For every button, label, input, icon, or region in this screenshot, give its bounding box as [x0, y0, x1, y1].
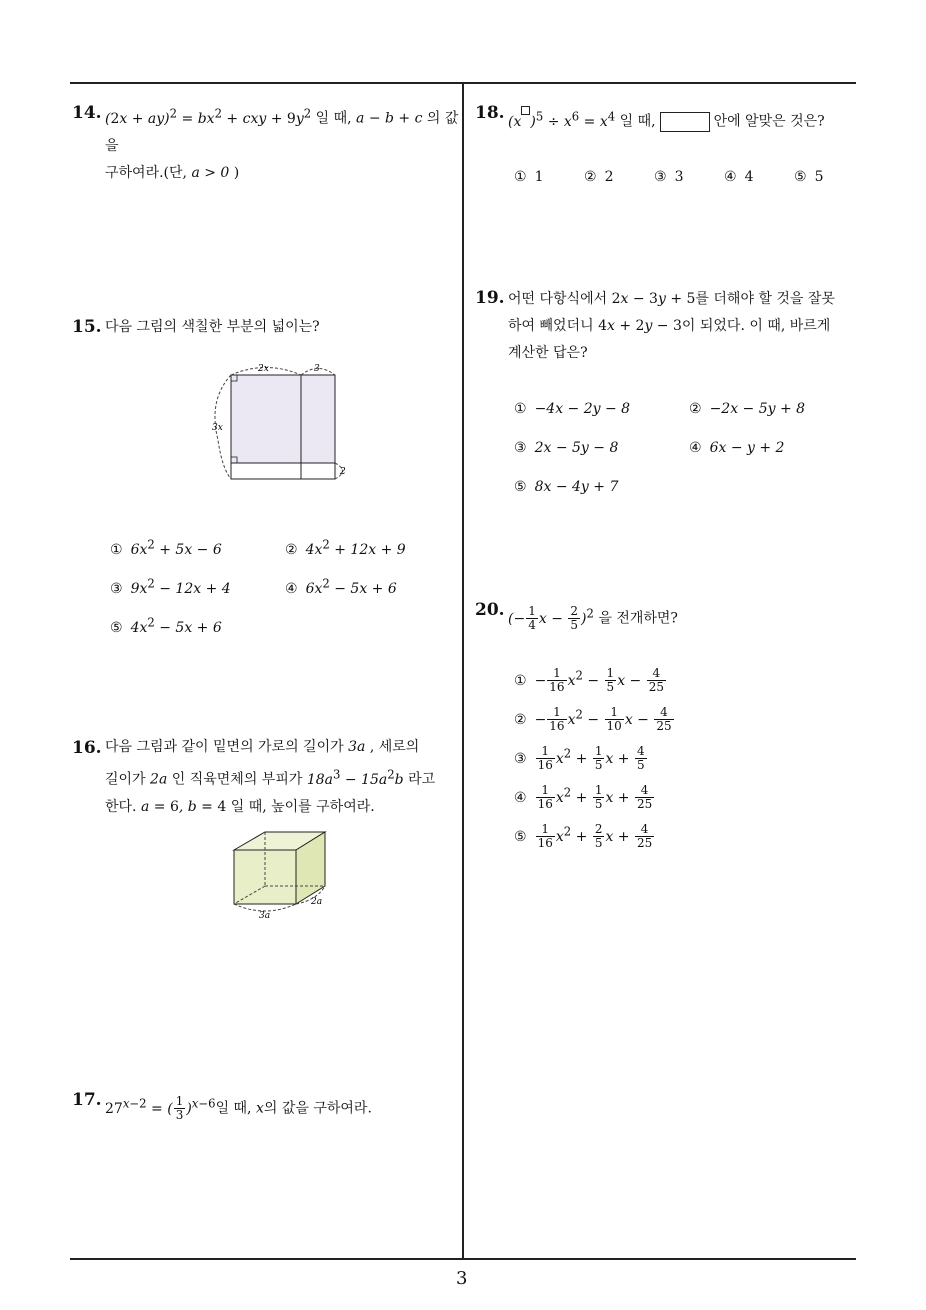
- option-2[interactable]: ② $4x^2 + 12x + 9$: [285, 537, 406, 558]
- option-3[interactable]: ③ $9x^2 - 12x + 4$: [110, 576, 231, 597]
- question-text: (x )$^5 \div x^6 = x^4$ 일 때, 안에 알맞은 것은?: [508, 103, 825, 136]
- label-width-3a: 3a: [259, 911, 271, 921]
- question-number: 20.: [475, 600, 505, 620]
- option-1[interactable]: ① −4x − 2y − 8: [514, 401, 631, 417]
- question-number: 17.: [72, 1090, 102, 1110]
- question-text: $27^{x-2}$ = ( $\frac{1}{3}$ )$^{x-6}$일 때, x의 값을 구하여라.: [105, 1094, 372, 1123]
- option-3[interactable]: ③ 3: [654, 169, 684, 185]
- option-5[interactable]: ⑤ $\frac{1}{16}$ $x^2$ + $\frac{2}{5}$ x + $\frac{4}{25}$: [514, 822, 653, 850]
- question-number: 19.: [475, 288, 505, 308]
- question-text: $(2x + ay)^2 = bx^2$ + cxy + $9y^2$ 일 때, a − b + c 의 값을 구하여라.(단, a > 0 ): [105, 106, 459, 181]
- option-4[interactable]: ④ $\frac{1}{16}$ $x^2$ + $\frac{1}{5}$ x + $\frac{4}{25}$: [514, 783, 653, 811]
- question-number: 14.: [72, 103, 102, 123]
- bottom-rule: [70, 1258, 856, 1260]
- question-text: (− $\frac{1}{4}$ x − $\frac{2}{5}$ )$^2$ 을 전개하면?: [508, 604, 678, 633]
- option-4[interactable]: ④ 6x − y + 2: [689, 440, 785, 456]
- column-divider: [462, 82, 464, 1259]
- option-4[interactable]: ④ 4: [724, 169, 754, 185]
- question-text: 어떤 다항식에서 2x − 3y + 5를 더해야 할 것을 잘못 하여 빼었더니 4x + 2y − 3이 되었다. 이 때, 바르게 계산한 답은?: [508, 291, 835, 361]
- label-depth-2a: 2a: [311, 897, 323, 907]
- rectangle-figure: [210, 360, 360, 490]
- option-4[interactable]: ④ $6x^2 - 5x + 6$: [285, 576, 397, 597]
- option-2[interactable]: ② − $\frac{1}{16}$ $x^2$ − $\frac{1}{10}$ x − $\frac{4}{25}$: [514, 705, 672, 733]
- label-top-2x: 2x: [258, 364, 269, 374]
- option-3[interactable]: ③ 2x − 5y − 8: [514, 440, 619, 456]
- option-1[interactable]: ① − $\frac{1}{16}$ $x^2$ − $\frac{1}{5}$ x − $\frac{4}{25}$: [514, 666, 664, 694]
- option-1[interactable]: ① 1: [514, 169, 544, 185]
- question-text: 다음 그림과 같이 밑면의 가로의 길이가 3a , 세로의 길이가 2a 인 직육면체의 부피가 $18a^3 - 15a^2b$ 라고 한다. a = 6, b = 4 일 때, 높이를 구하여라.: [105, 739, 436, 815]
- question-number: 16.: [72, 738, 102, 758]
- option-2[interactable]: ② −2x − 5y + 8: [689, 401, 806, 417]
- option-3[interactable]: ③ $\frac{1}{16}$ $x^2$ + $\frac{1}{5}$ x + $\frac{4}{5}$: [514, 744, 645, 772]
- page-number: 3: [456, 1268, 468, 1289]
- label-side-3x: 3x: [212, 423, 223, 433]
- cuboid-figure: [225, 828, 345, 923]
- question-number: 15.: [72, 317, 102, 337]
- question-text: 다음 그림의 색칠한 부분의 넓이는?: [105, 319, 320, 335]
- question-number: 18.: [475, 103, 505, 123]
- option-2[interactable]: ② 2: [584, 169, 614, 185]
- option-5[interactable]: ⑤ 8x − 4y + 7: [514, 479, 619, 495]
- option-5[interactable]: ⑤ $4x^2 - 5x + 6$: [110, 615, 222, 636]
- option-1[interactable]: ① $6x^2 + 5x - 6$: [110, 537, 222, 558]
- label-top-3: 3: [314, 364, 320, 374]
- option-5[interactable]: ⑤ 5: [794, 169, 824, 185]
- answer-blank-box: [660, 112, 710, 132]
- label-bottom-2: 2: [340, 467, 346, 477]
